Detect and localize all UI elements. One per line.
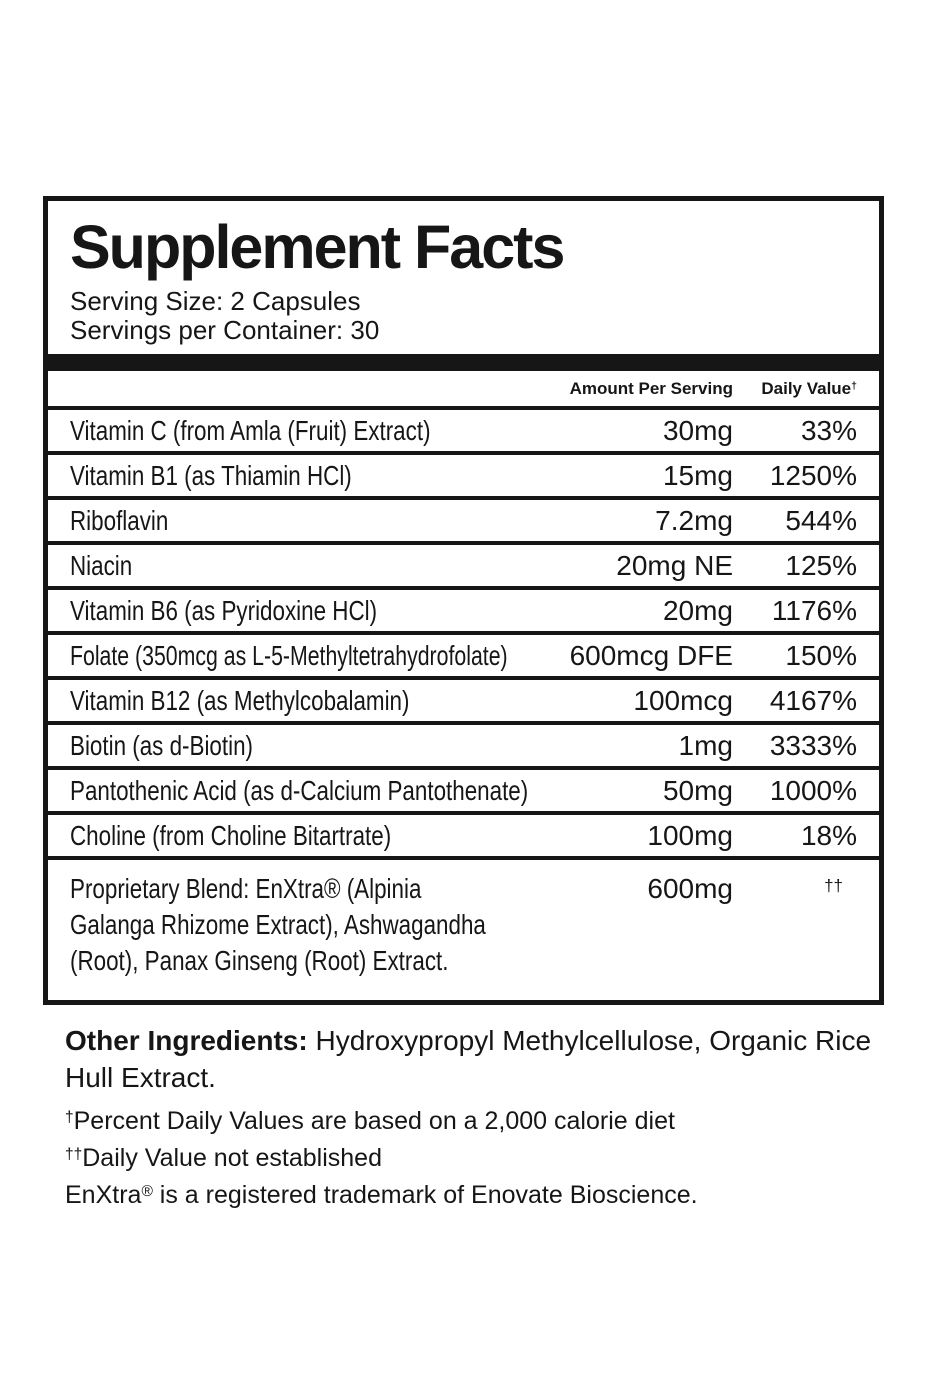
double-dagger-mark: †† [65,1146,83,1164]
ingredient-name-text: Riboflavin [70,505,169,536]
table-row-proprietary-blend [48,860,879,985]
ingredient-name [70,821,637,850]
table-row-pantothenic-acid [48,770,879,815]
blend-line-3 [70,943,637,979]
ingredient-amount: 30mg [662,415,733,446]
blend-line-2-text: Galanga Rhizome Extract), Ashwagandha [70,909,486,940]
ingredient-name [70,506,645,535]
other-ingredients [65,1022,875,1096]
ingredient-daily-value-not-established: †† [824,876,843,895]
footnote-daily-value-text: Percent Daily Values are based on a 2,000 calorie diet [73,1107,675,1135]
panel-header [48,201,879,345]
ingredient-amount: 15mg [662,460,733,491]
ingredient-name-text: Vitamin B1 (as Thiamin HCl) [70,460,352,491]
table-row-niacin [48,545,879,590]
other-ingredients-label: Other Ingredients: [65,1025,308,1056]
serving-size: Serving Size: 2 Capsules [70,286,361,316]
footnote-not-established-text: Daily Value not established [82,1144,382,1172]
label-footer [65,1022,875,1214]
other-ingredients-text-line2: Hull Extract. [65,1062,216,1093]
ingredient-name-text: Vitamin C (from Amla (Fruit) Extract) [70,415,431,446]
ingredient-amount: 600mg [647,873,733,904]
blend-line-3-text: (Root), Panax Ginseng (Root) Extract. [70,945,449,976]
ingredient-daily-value: 150% [785,640,857,671]
other-ingredients-text-line1: Hydroxypropyl Methylcellulose, Organic Rice [307,1025,872,1056]
ingredient-amount: 100mcg [633,685,733,716]
table-row-biotin [48,725,879,770]
ingredient-daily-value: 1176% [771,595,857,626]
table-row-vitamin-b12 [48,680,879,725]
ingredient-amount: 600mcg DFE [569,640,733,671]
footnotes [65,1103,875,1214]
table-row-riboflavin [48,500,879,545]
ingredient-name-text: Niacin [70,550,133,581]
registered-mark: ® [141,1183,153,1201]
blend-line-1-text: Proprietary Blend: EnXtra® (Alpinia [70,873,422,904]
ingredient-name-text: Vitamin B6 (as Pyridoxine HCl) [70,595,378,626]
ingredient-name-text: Folate (350mcg as L-5-Methyltetrahydrofolate) [70,640,508,671]
ingredient-name [70,551,606,580]
ingredient-daily-value: 544% [785,505,857,536]
column-header-daily-value [733,379,857,399]
column-header-row [48,371,879,410]
ingredient-daily-value: 3333% [769,730,857,761]
ingredient-daily-value: 18% [800,820,857,851]
servings-per-container: Servings per Container: 30 [70,315,380,345]
ingredient-amount: 1mg [678,730,733,761]
ingredient-name [70,596,653,625]
ingredient-amount: 7.2mg [655,505,733,536]
table-row-vitamin-b1 [48,455,879,500]
ingredient-name-text: Pantothenic Acid (as d-Calcium Pantothenate) [70,775,529,806]
table-row-choline [48,815,879,860]
ingredient-name [70,461,653,490]
ingredient-name [70,641,560,670]
trademark-name: EnXtra [65,1181,142,1209]
dagger-mark: † [851,380,857,393]
dagger-mark: † [65,1109,74,1127]
trademark-text: is a registered trademark of Enovate Bioscience. [152,1181,698,1209]
ingredient-daily-value: 33% [800,415,857,446]
table-row-vitamin-c [48,410,879,455]
ingredient-daily-value: 4167% [769,685,857,716]
ingredient-amount: 100mg [647,820,733,851]
thick-divider [48,354,879,371]
ingredient-amount: 20mg NE [616,550,733,581]
ingredient-name [70,776,653,805]
table-row-vitamin-b6 [48,590,879,635]
ingredient-name-text: Choline (from Choline Bitartrate) [70,820,392,851]
ingredient-name [70,686,623,715]
ingredient-name-text: Vitamin B12 (as Methylcobalamin) [70,685,410,716]
table-row-folate [48,635,879,680]
blend-line-2 [70,907,637,943]
ingredient-daily-value: 1250% [769,460,857,491]
blend-line-1 [70,871,637,907]
ingredient-amount: 50mg [662,775,733,806]
ingredient-daily-value: 125% [785,550,857,581]
ingredient-name [70,731,669,760]
daily-value-label: Daily Value [761,379,852,398]
footnote-not-established [65,1140,875,1177]
ingredient-daily-value: 1000% [769,775,857,806]
supplement-facts-panel [43,196,884,1005]
panel-title: Supplement Facts [70,213,564,281]
ingredient-name-text: Biotin (as d-Biotin) [70,730,254,761]
column-header-amount: Amount Per Serving [569,379,733,398]
footnote-daily-value [65,1103,875,1140]
trademark-note [65,1177,875,1214]
ingredient-name [70,871,637,979]
serving-info [70,287,857,345]
ingredient-amount: 20mg [662,595,733,626]
ingredient-name [70,416,653,445]
